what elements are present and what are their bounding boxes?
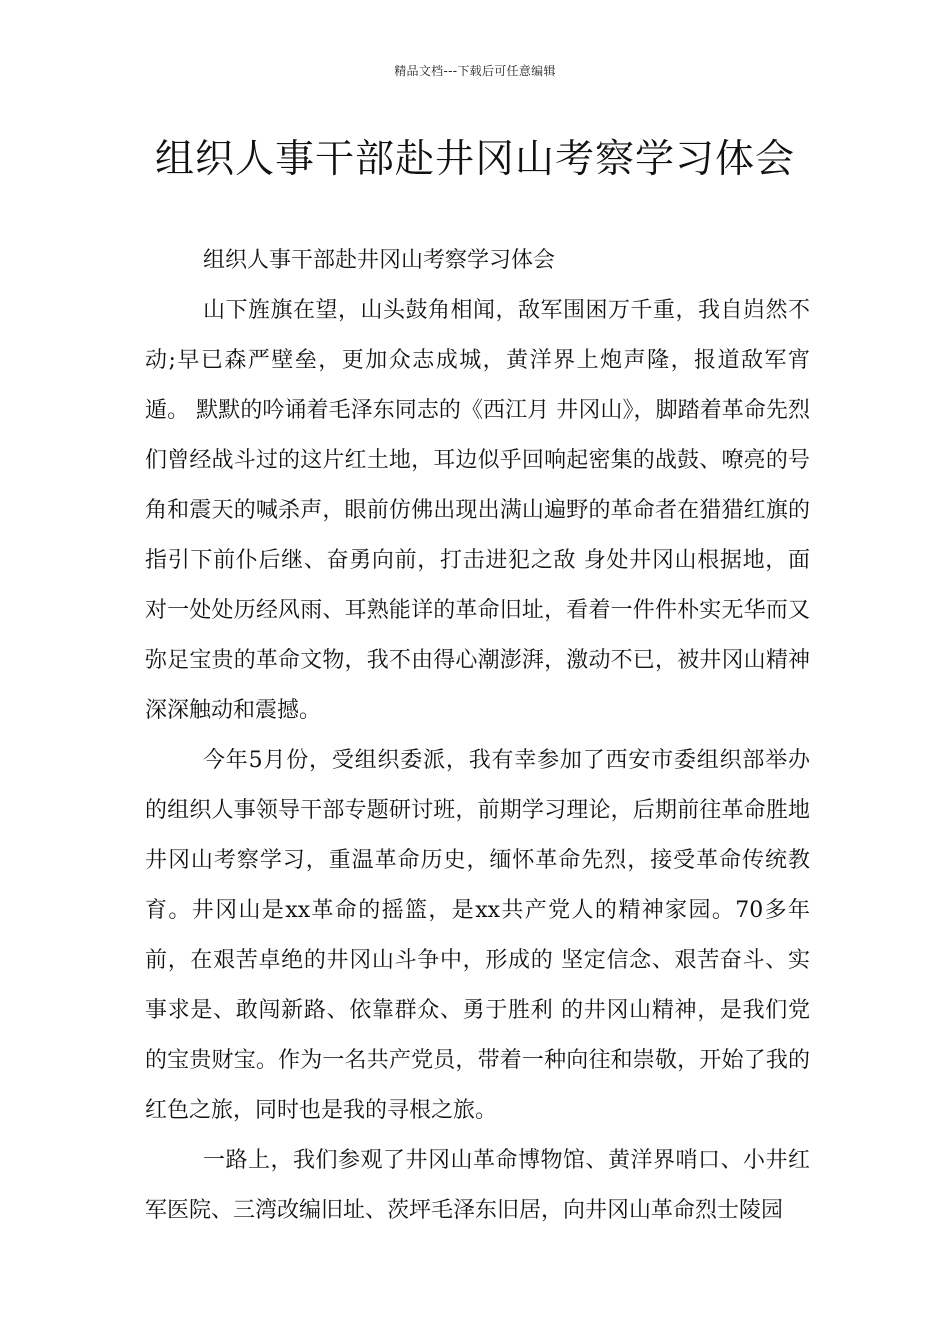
document-title: 组织人事干部赴井冈山考察学习体会 [154, 137, 795, 182]
document-body [145, 236, 810, 1236]
header-note: 精品文档---下载后可任意编辑 [394, 64, 556, 78]
document-subtitle: 组织人事干部赴井冈山考察学习体会 [203, 248, 556, 273]
paragraph-1: 山下旌旗在望，山头鼓角相闻，敌军围困万千重，我自岿然不动;早已森严壁垒，更加众志成城，黄洋界上炮声隆，报道敌军宵遁。 默默的吟诵着毛泽东同志的《西江月 井冈山》，脚踏着革命先烈们曾经战斗过的这片红土地，耳边似乎回响起密集的战鼓、嘹亮的号角和震天的喊杀声，眼前仿佛出现出满山遍野的革命者在猎猎红旗的指引下前仆后继、奋勇向前，打击进犯之敌 身处井冈山根据地，面对一处处历经风雨、耳熟能详的革命旧址，看着一件件朴实无华而又弥足宝贵的革命文物，我不由得心潮澎湃，激动不已，被井冈山精神深深触动和震撼。 [145, 298, 810, 723]
paragraph-3: 一路上，我们参观了井冈山革命博物馆、黄洋界哨口、小井红军医院、三湾改编旧址、茨坪毛泽东旧居，向井冈山革命烈士陵园 [145, 1148, 810, 1223]
paragraph-2: 今年5月份，受组织委派，我有幸参加了西安市委组织部举办的组织人事领导干部专题研讨班，前期学习理论，后期前往革命胜地 井冈山考察学习，重温革命历史，缅怀革命先烈，接受革命传统教育。井冈山是xx革命的摇篮，是xx共产党人的精神家园。70多年前，在艰苦卓绝的井冈山斗争中，形成的 坚定信念、艰苦奋斗、实事求是、敢闯新路、依靠群众、勇于胜利 的井冈山精神，是我们党的宝贵财宝。作为一名共产党员，带着一种向往和崇敬，开始了我的红色之旅，同时也是我的寻根之旅。 [145, 748, 810, 1123]
